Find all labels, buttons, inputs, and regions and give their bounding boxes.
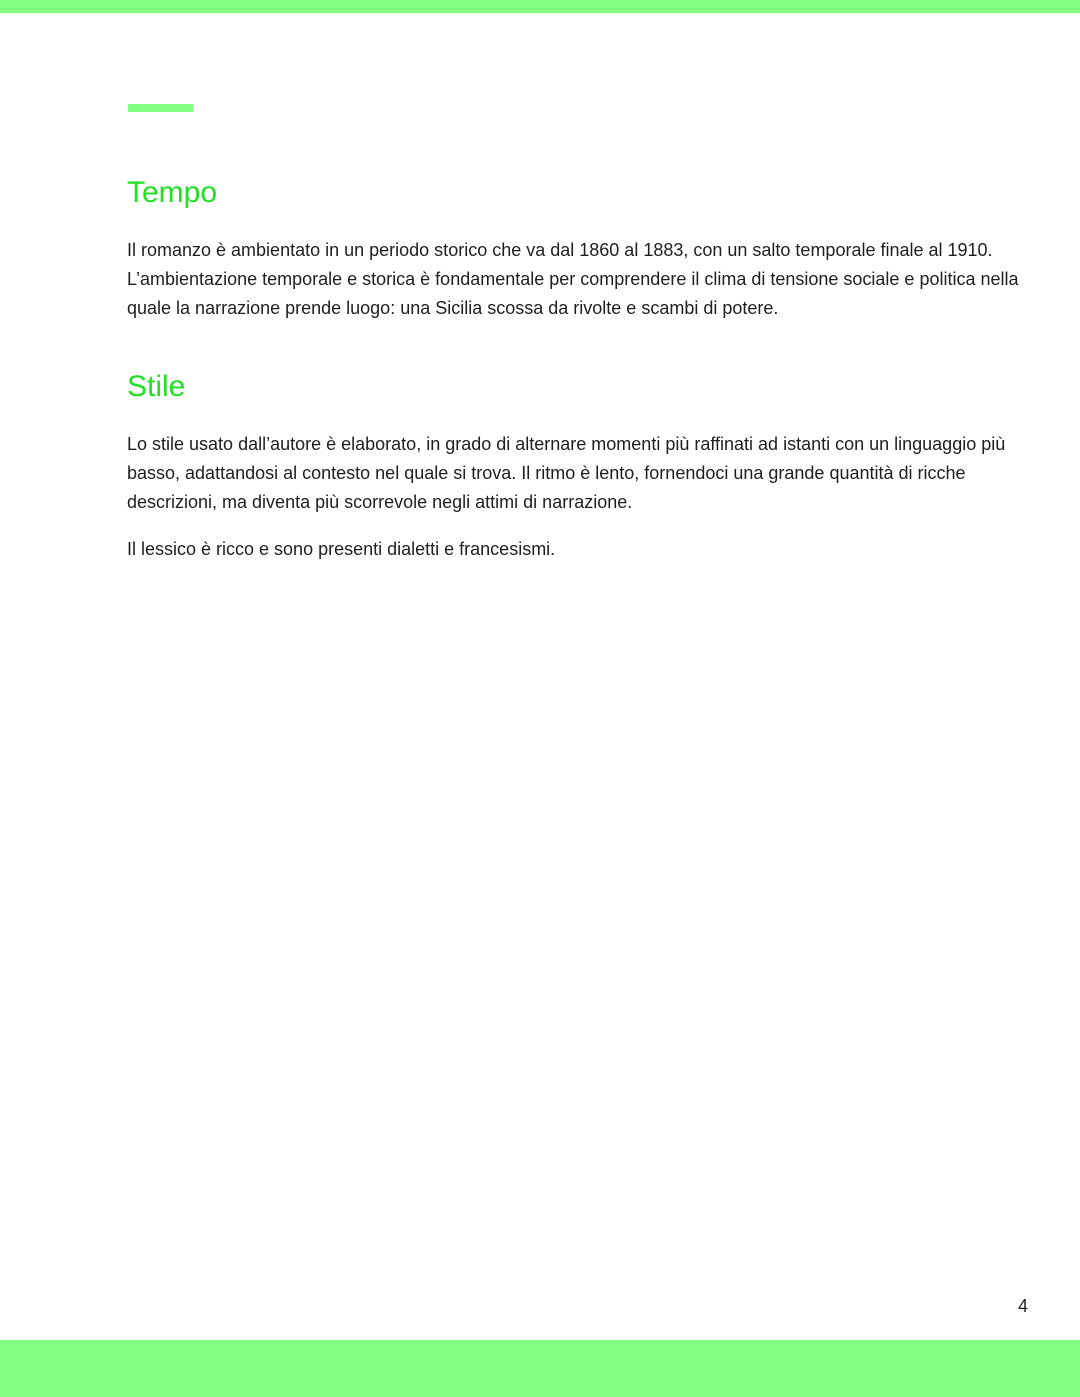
paragraph-stile-1: Lo stile usato dall’autore è elaborato, in grado di alternare momenti più raffinati ad istanti con un linguaggio più basso, adattandosi al contesto nel quale si trova. Il ritmo è lento, fornendoci una grande quantità di ricche descrizioni, ma diventa più scorrevole negli attimi di narrazione.: [127, 434, 1006, 512]
section-heading-tempo: Tempo: [127, 176, 218, 209]
section-heading-stile: Stile: [127, 370, 186, 403]
top-accent-band: [0, 0, 1080, 13]
paragraph-tempo: Il romanzo è ambientato in un periodo storico che va dal 1860 al 1883, con un salto temporale finale al 1910. L’ambientazione temporale e storica è fondamentale per comprendere il clima di tensione sociale e politica nella quale la narrazione prende luogo: una Sicilia scossa da rivolte e scambi di potere.: [127, 240, 1019, 318]
paragraph-stile-2: Il lessico è ricco e sono presenti dialetti e francesismi.: [127, 539, 556, 559]
bottom-accent-band: [0, 1340, 1080, 1397]
accent-dash: [128, 104, 193, 112]
page-number: 4: [1017, 1296, 1028, 1316]
